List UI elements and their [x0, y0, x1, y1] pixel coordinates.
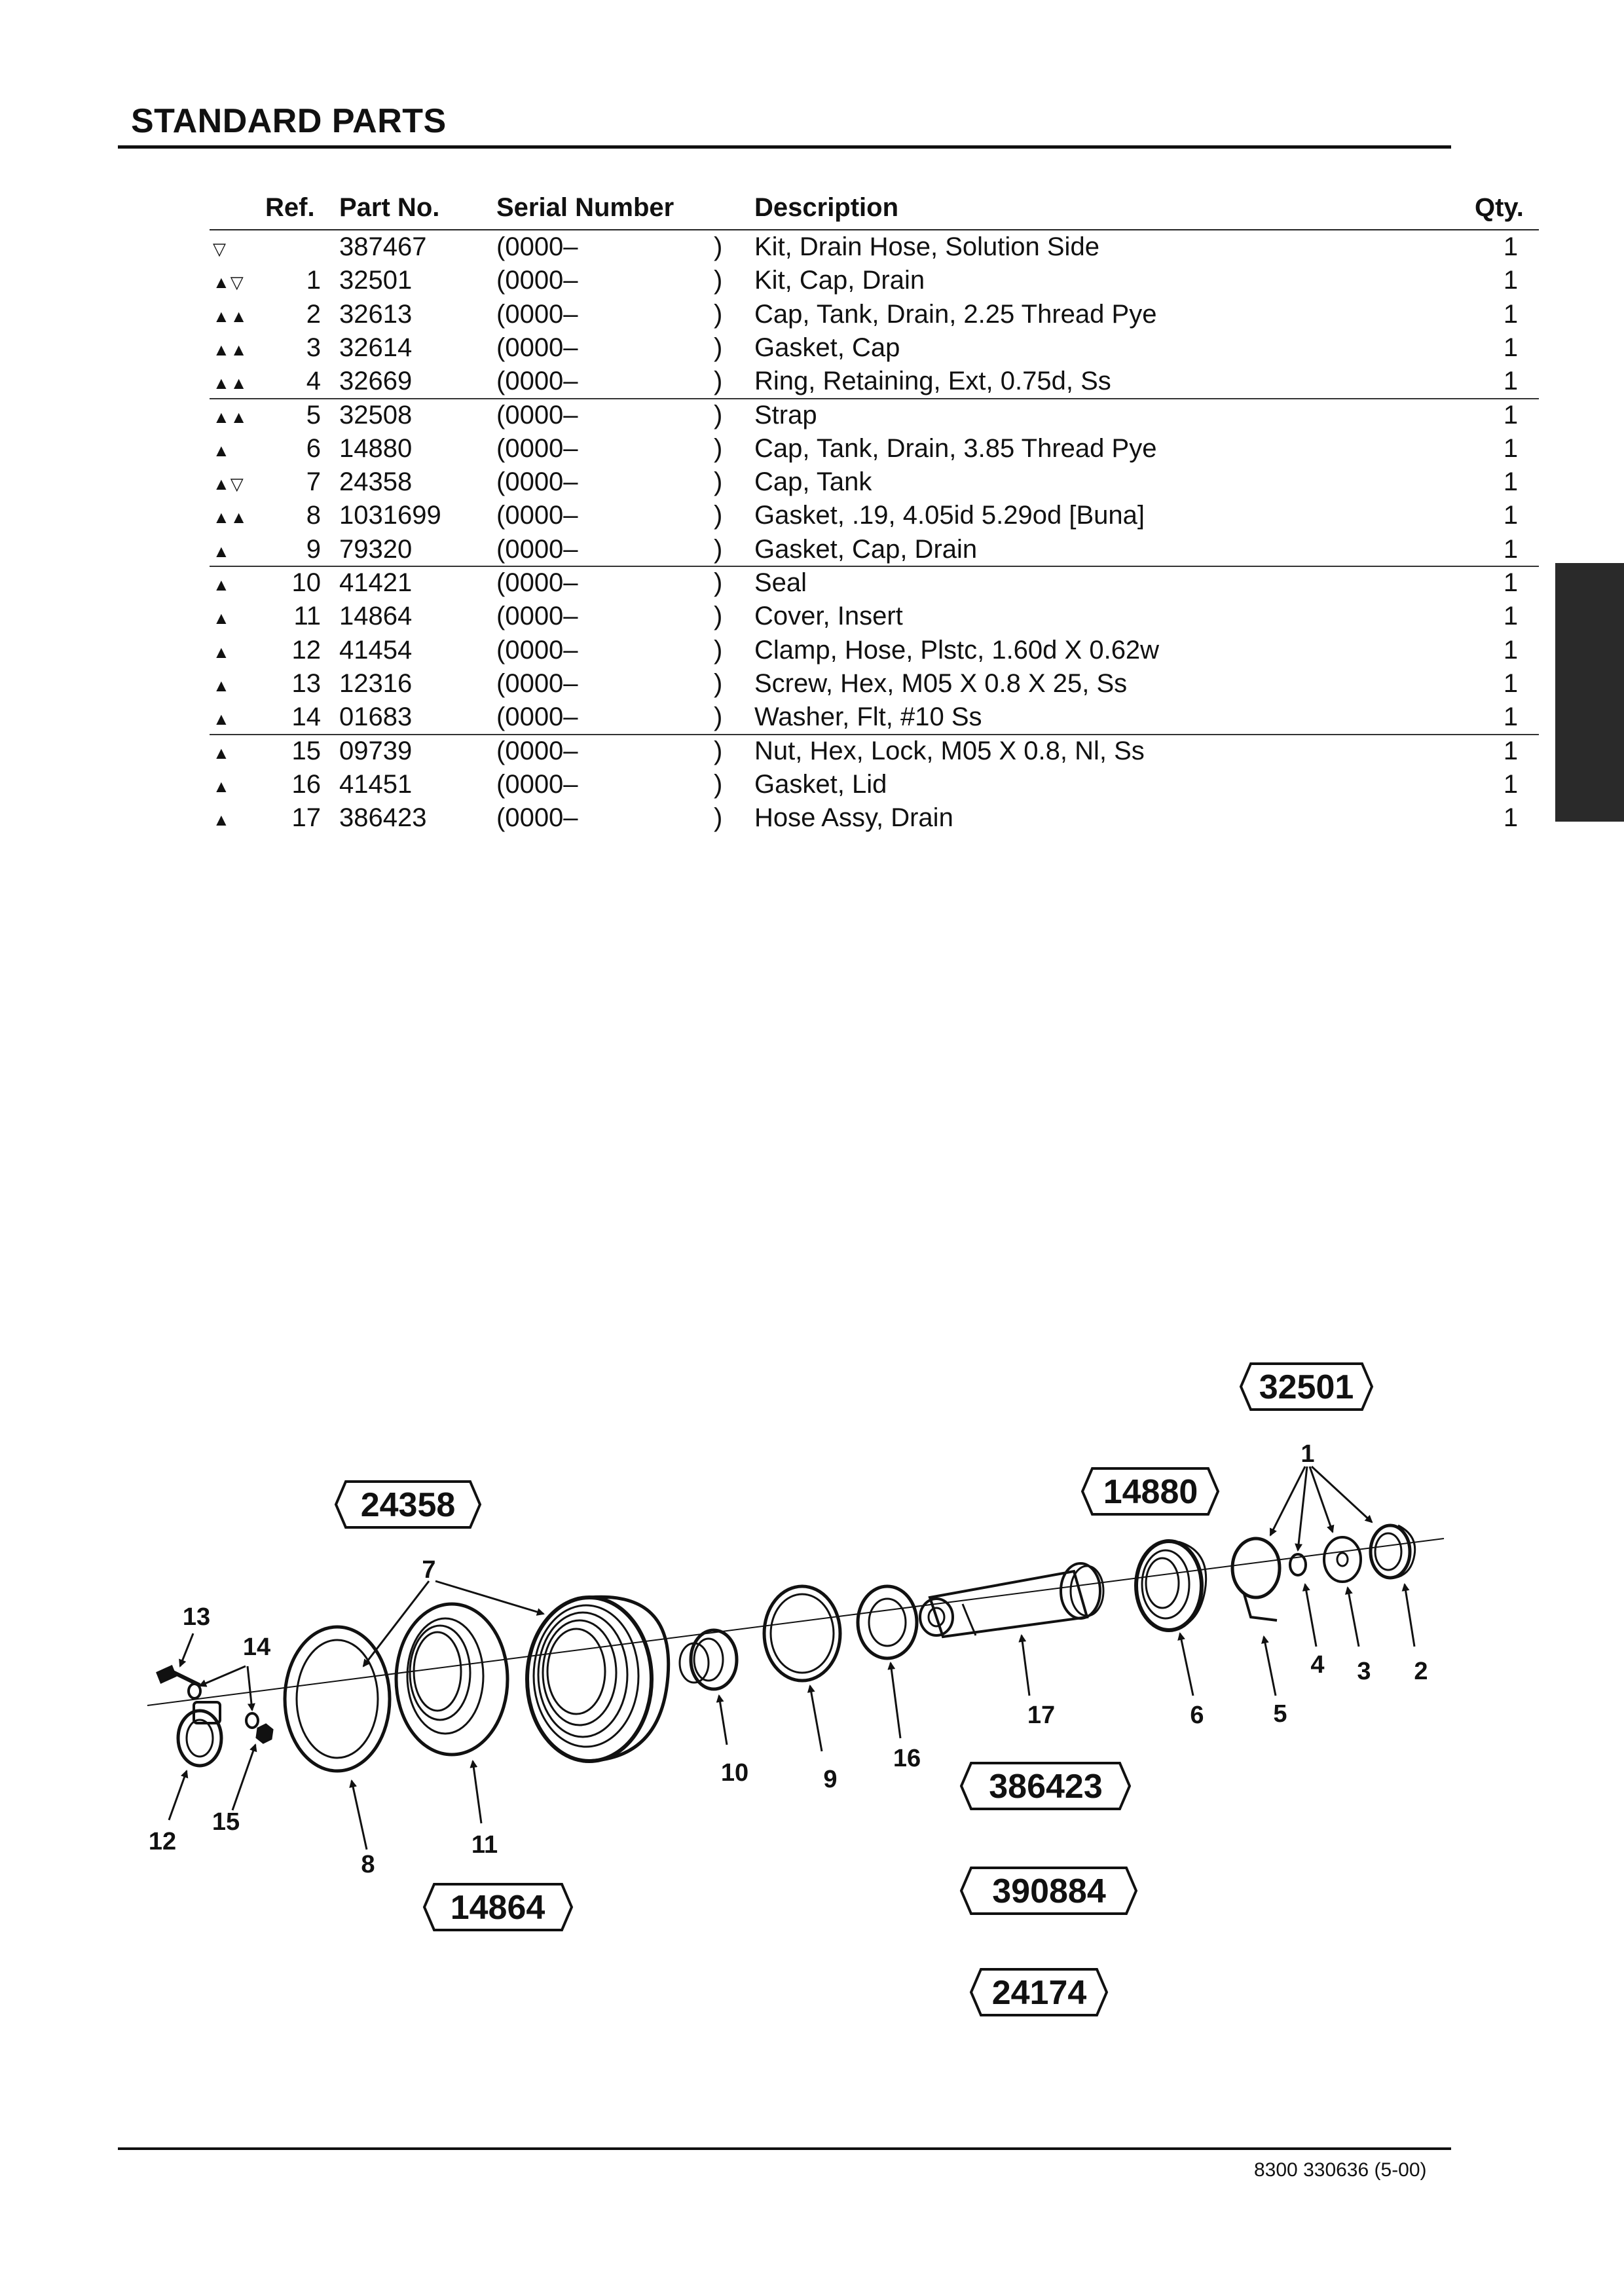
drain-cap-small-part	[1371, 1525, 1415, 1578]
row-serial-close: )	[714, 433, 723, 463]
row-serial: (0000–	[496, 333, 578, 362]
row-part-number: 79320	[339, 534, 413, 564]
row-symbol: ▲▲	[213, 306, 248, 326]
gasket-cap-part	[1324, 1537, 1361, 1582]
lid-gasket-part	[858, 1586, 917, 1658]
row-serial-close: )	[714, 367, 723, 396]
row-serial: (0000–	[496, 232, 578, 261]
callout-12: 12	[148, 1828, 177, 1855]
row-description: Gasket, Lid	[754, 769, 887, 799]
header-qty: Qty.	[1475, 193, 1524, 222]
row-serial: (0000–	[496, 803, 578, 833]
row-part-number: 41454	[339, 635, 413, 665]
page-title: STANDARD PARTS	[131, 102, 447, 140]
row-serial: (0000–	[496, 635, 578, 665]
row-qty: 1	[1503, 602, 1519, 631]
row-symbol: ▲▲	[213, 373, 248, 393]
row-serial-close: )	[714, 736, 723, 765]
callout-3: 3	[1357, 1658, 1371, 1685]
row-symbol: ▲	[213, 541, 231, 561]
callout-2: 2	[1414, 1658, 1428, 1685]
row-ref: 12	[291, 635, 321, 665]
row-symbol: ▲	[213, 440, 231, 460]
row-symbol: ▲	[213, 575, 231, 594]
row-qty: 1	[1503, 467, 1519, 497]
row-ref: 14	[291, 702, 321, 732]
row-symbol: ▲	[213, 709, 231, 729]
row-description: Gasket, Cap	[754, 333, 900, 362]
row-serial: (0000–	[496, 400, 578, 429]
row-qty: 1	[1503, 702, 1519, 732]
part-tag-text: 32501	[1259, 1368, 1354, 1406]
callout-14: 14	[242, 1633, 271, 1661]
callout-1: 1	[1301, 1440, 1315, 1468]
row-ref: 6	[306, 433, 321, 463]
part-tag-text: 386423	[989, 1768, 1103, 1806]
row-description: Strap	[754, 400, 817, 429]
row-ref: 15	[291, 736, 321, 765]
row-ref: 9	[306, 534, 321, 564]
row-description: Kit, Drain Hose, Solution Side	[754, 232, 1099, 261]
row-serial: (0000–	[496, 433, 578, 463]
header-description: Description	[754, 193, 899, 222]
row-description: Cap, Tank, Drain, 3.85 Thread Pye	[754, 433, 1157, 463]
callout-6: 6	[1190, 1702, 1204, 1729]
row-symbol: ▲▽	[213, 272, 244, 293]
row-part-number: 14880	[339, 433, 413, 463]
row-ref: 17	[291, 803, 321, 833]
row-symbol: ▽	[213, 239, 227, 259]
row-part-number: 32669	[339, 367, 413, 396]
row-serial: (0000–	[496, 702, 578, 732]
row-serial-close: )	[714, 266, 723, 295]
row-ref: 3	[306, 333, 321, 362]
callout-10: 10	[720, 1759, 749, 1787]
row-qty: 1	[1503, 635, 1519, 665]
row-qty: 1	[1503, 568, 1519, 597]
hose-assembly-part	[920, 1563, 1103, 1637]
callout-8: 8	[361, 1851, 375, 1878]
screw-part	[157, 1666, 200, 1685]
row-part-number: 09739	[339, 736, 413, 765]
row-qty: 1	[1503, 400, 1519, 429]
callout-17: 17	[1027, 1702, 1056, 1729]
row-serial: (0000–	[496, 367, 578, 396]
part-tag-text: 14880	[1103, 1473, 1198, 1511]
row-serial-close: )	[714, 232, 723, 261]
callout-11: 11	[471, 1831, 498, 1859]
row-symbol: ▲▲	[213, 507, 248, 528]
row-qty: 1	[1503, 433, 1519, 463]
row-description: Cap, Tank	[754, 467, 872, 497]
row-description: Washer, Flt, #10 Ss	[754, 702, 982, 732]
row-serial-close: )	[714, 400, 723, 429]
row-serial-close: )	[714, 803, 723, 833]
row-description: Cap, Tank, Drain, 2.25 Thread Pye	[754, 299, 1157, 329]
row-description: Nut, Hex, Lock, M05 X 0.8, Nl, Ss	[754, 736, 1145, 765]
row-part-number: 41421	[339, 568, 413, 597]
row-description: Gasket, .19, 4.05id 5.29od [Buna]	[754, 501, 1145, 530]
row-symbol: ▲	[213, 675, 231, 695]
row-serial: (0000–	[496, 568, 578, 597]
row-serial: (0000–	[496, 668, 578, 698]
row-serial-close: )	[714, 668, 723, 698]
row-symbol: ▲	[213, 776, 231, 796]
row-ref: 16	[291, 769, 321, 799]
row-serial: (0000–	[496, 769, 578, 799]
row-qty: 1	[1503, 769, 1519, 799]
row-description: Gasket, Cap, Drain	[754, 534, 978, 564]
row-serial: (0000–	[496, 501, 578, 530]
row-part-number: 32613	[339, 299, 413, 329]
callout-labels	[149, 1440, 1428, 1878]
row-part-number: 32614	[339, 333, 413, 362]
row-part-number: 1031699	[339, 501, 441, 530]
row-ref: 2	[306, 299, 321, 329]
row-ref: 7	[306, 467, 321, 497]
row-serial: (0000–	[496, 736, 578, 765]
callout-7: 7	[422, 1556, 436, 1584]
row-part-number: 386423	[339, 803, 427, 833]
leader-lines	[169, 1467, 1414, 1850]
row-qty: 1	[1503, 333, 1519, 362]
row-serial: (0000–	[496, 602, 578, 631]
row-part-number: 41451	[339, 769, 413, 799]
row-serial-close: )	[714, 333, 723, 362]
part-tag-text: 14864	[450, 1889, 545, 1927]
row-part-number: 12316	[339, 668, 413, 698]
row-description: Kit, Cap, Drain	[754, 266, 925, 295]
row-ref: 1	[306, 266, 321, 295]
row-ref: 10	[291, 568, 321, 597]
cover-insert-part	[396, 1604, 507, 1755]
tank-cap-part	[527, 1597, 669, 1761]
header-part-no: Part No.	[339, 193, 440, 222]
row-qty: 1	[1503, 299, 1519, 329]
row-description: Clamp, Hose, Plstc, 1.60d X 0.62w	[754, 635, 1160, 665]
row-part-number: 387467	[339, 232, 427, 261]
row-part-number: 01683	[339, 702, 413, 732]
row-serial: (0000–	[496, 467, 578, 497]
row-description: Ring, Retaining, Ext, 0.75d, Ss	[754, 367, 1111, 396]
row-serial: (0000–	[496, 266, 578, 295]
callout-9: 9	[823, 1766, 838, 1793]
row-part-number: 32508	[339, 400, 413, 429]
callout-13: 13	[182, 1603, 211, 1631]
row-ref: 4	[306, 367, 321, 396]
row-part-number: 14864	[339, 602, 413, 631]
nut-part	[257, 1724, 272, 1743]
gasket-part	[285, 1627, 390, 1771]
row-serial-close: )	[714, 299, 723, 329]
strap-part	[1232, 1539, 1280, 1620]
row-serial-close: )	[714, 702, 723, 732]
row-ref: 5	[306, 400, 321, 429]
row-serial-close: )	[714, 769, 723, 799]
row-part-number: 24358	[339, 467, 413, 497]
header-ref: Ref.	[265, 193, 315, 222]
row-description: Cover, Insert	[754, 602, 903, 631]
row-serial: (0000–	[496, 299, 578, 329]
row-symbol: ▲	[213, 742, 231, 763]
row-symbol: ▲	[213, 810, 231, 830]
part-tag-text: 390884	[992, 1872, 1106, 1910]
row-qty: 1	[1503, 534, 1519, 564]
row-symbol: ▲▲	[213, 339, 248, 359]
gasket-drain-part	[764, 1586, 840, 1681]
part-tag-text: 24174	[991, 1974, 1087, 2012]
callout-15: 15	[212, 1808, 240, 1836]
row-part-number: 32501	[339, 266, 413, 295]
footer-document-code: 8300 330636 (5-00)	[1254, 2159, 1427, 2181]
row-description: Screw, Hex, M05 X 0.8 X 25, Ss	[754, 668, 1128, 698]
row-description: Seal	[754, 568, 807, 597]
row-qty: 1	[1503, 501, 1519, 530]
row-symbol: ▲	[213, 642, 231, 662]
row-qty: 1	[1503, 266, 1519, 295]
row-serial-close: )	[714, 534, 723, 564]
part-tag-text: 24358	[360, 1486, 456, 1524]
row-serial-close: )	[714, 602, 723, 631]
header-serial: Serial Number	[496, 193, 674, 222]
row-ref: 8	[306, 501, 321, 530]
row-symbol: ▲	[213, 608, 231, 629]
row-qty: 1	[1503, 803, 1519, 833]
row-description: Hose Assy, Drain	[754, 803, 953, 833]
callout-16: 16	[893, 1745, 921, 1772]
row-serial: (0000–	[496, 534, 578, 564]
footer-rule	[118, 2147, 1451, 2150]
row-symbol: ▲▲	[213, 407, 248, 427]
washer-part	[189, 1684, 200, 1698]
callout-5: 5	[1273, 1700, 1287, 1728]
row-serial-close: )	[714, 467, 723, 497]
row-qty: 1	[1503, 736, 1519, 765]
clamp-part	[178, 1702, 221, 1766]
callout-4: 4	[1310, 1651, 1325, 1679]
row-ref: 11	[293, 602, 321, 631]
row-qty: 1	[1503, 232, 1519, 261]
seal-part	[680, 1630, 737, 1689]
row-ref: 13	[291, 668, 321, 698]
row-serial-close: )	[714, 635, 723, 665]
row-serial-close: )	[714, 501, 723, 530]
row-serial-close: )	[714, 568, 723, 597]
row-qty: 1	[1503, 668, 1519, 698]
drain-cap-part	[1136, 1541, 1206, 1630]
washer-part	[246, 1713, 258, 1728]
row-symbol: ▲▽	[213, 474, 244, 494]
part-tags	[336, 1364, 1372, 2015]
row-qty: 1	[1503, 367, 1519, 396]
